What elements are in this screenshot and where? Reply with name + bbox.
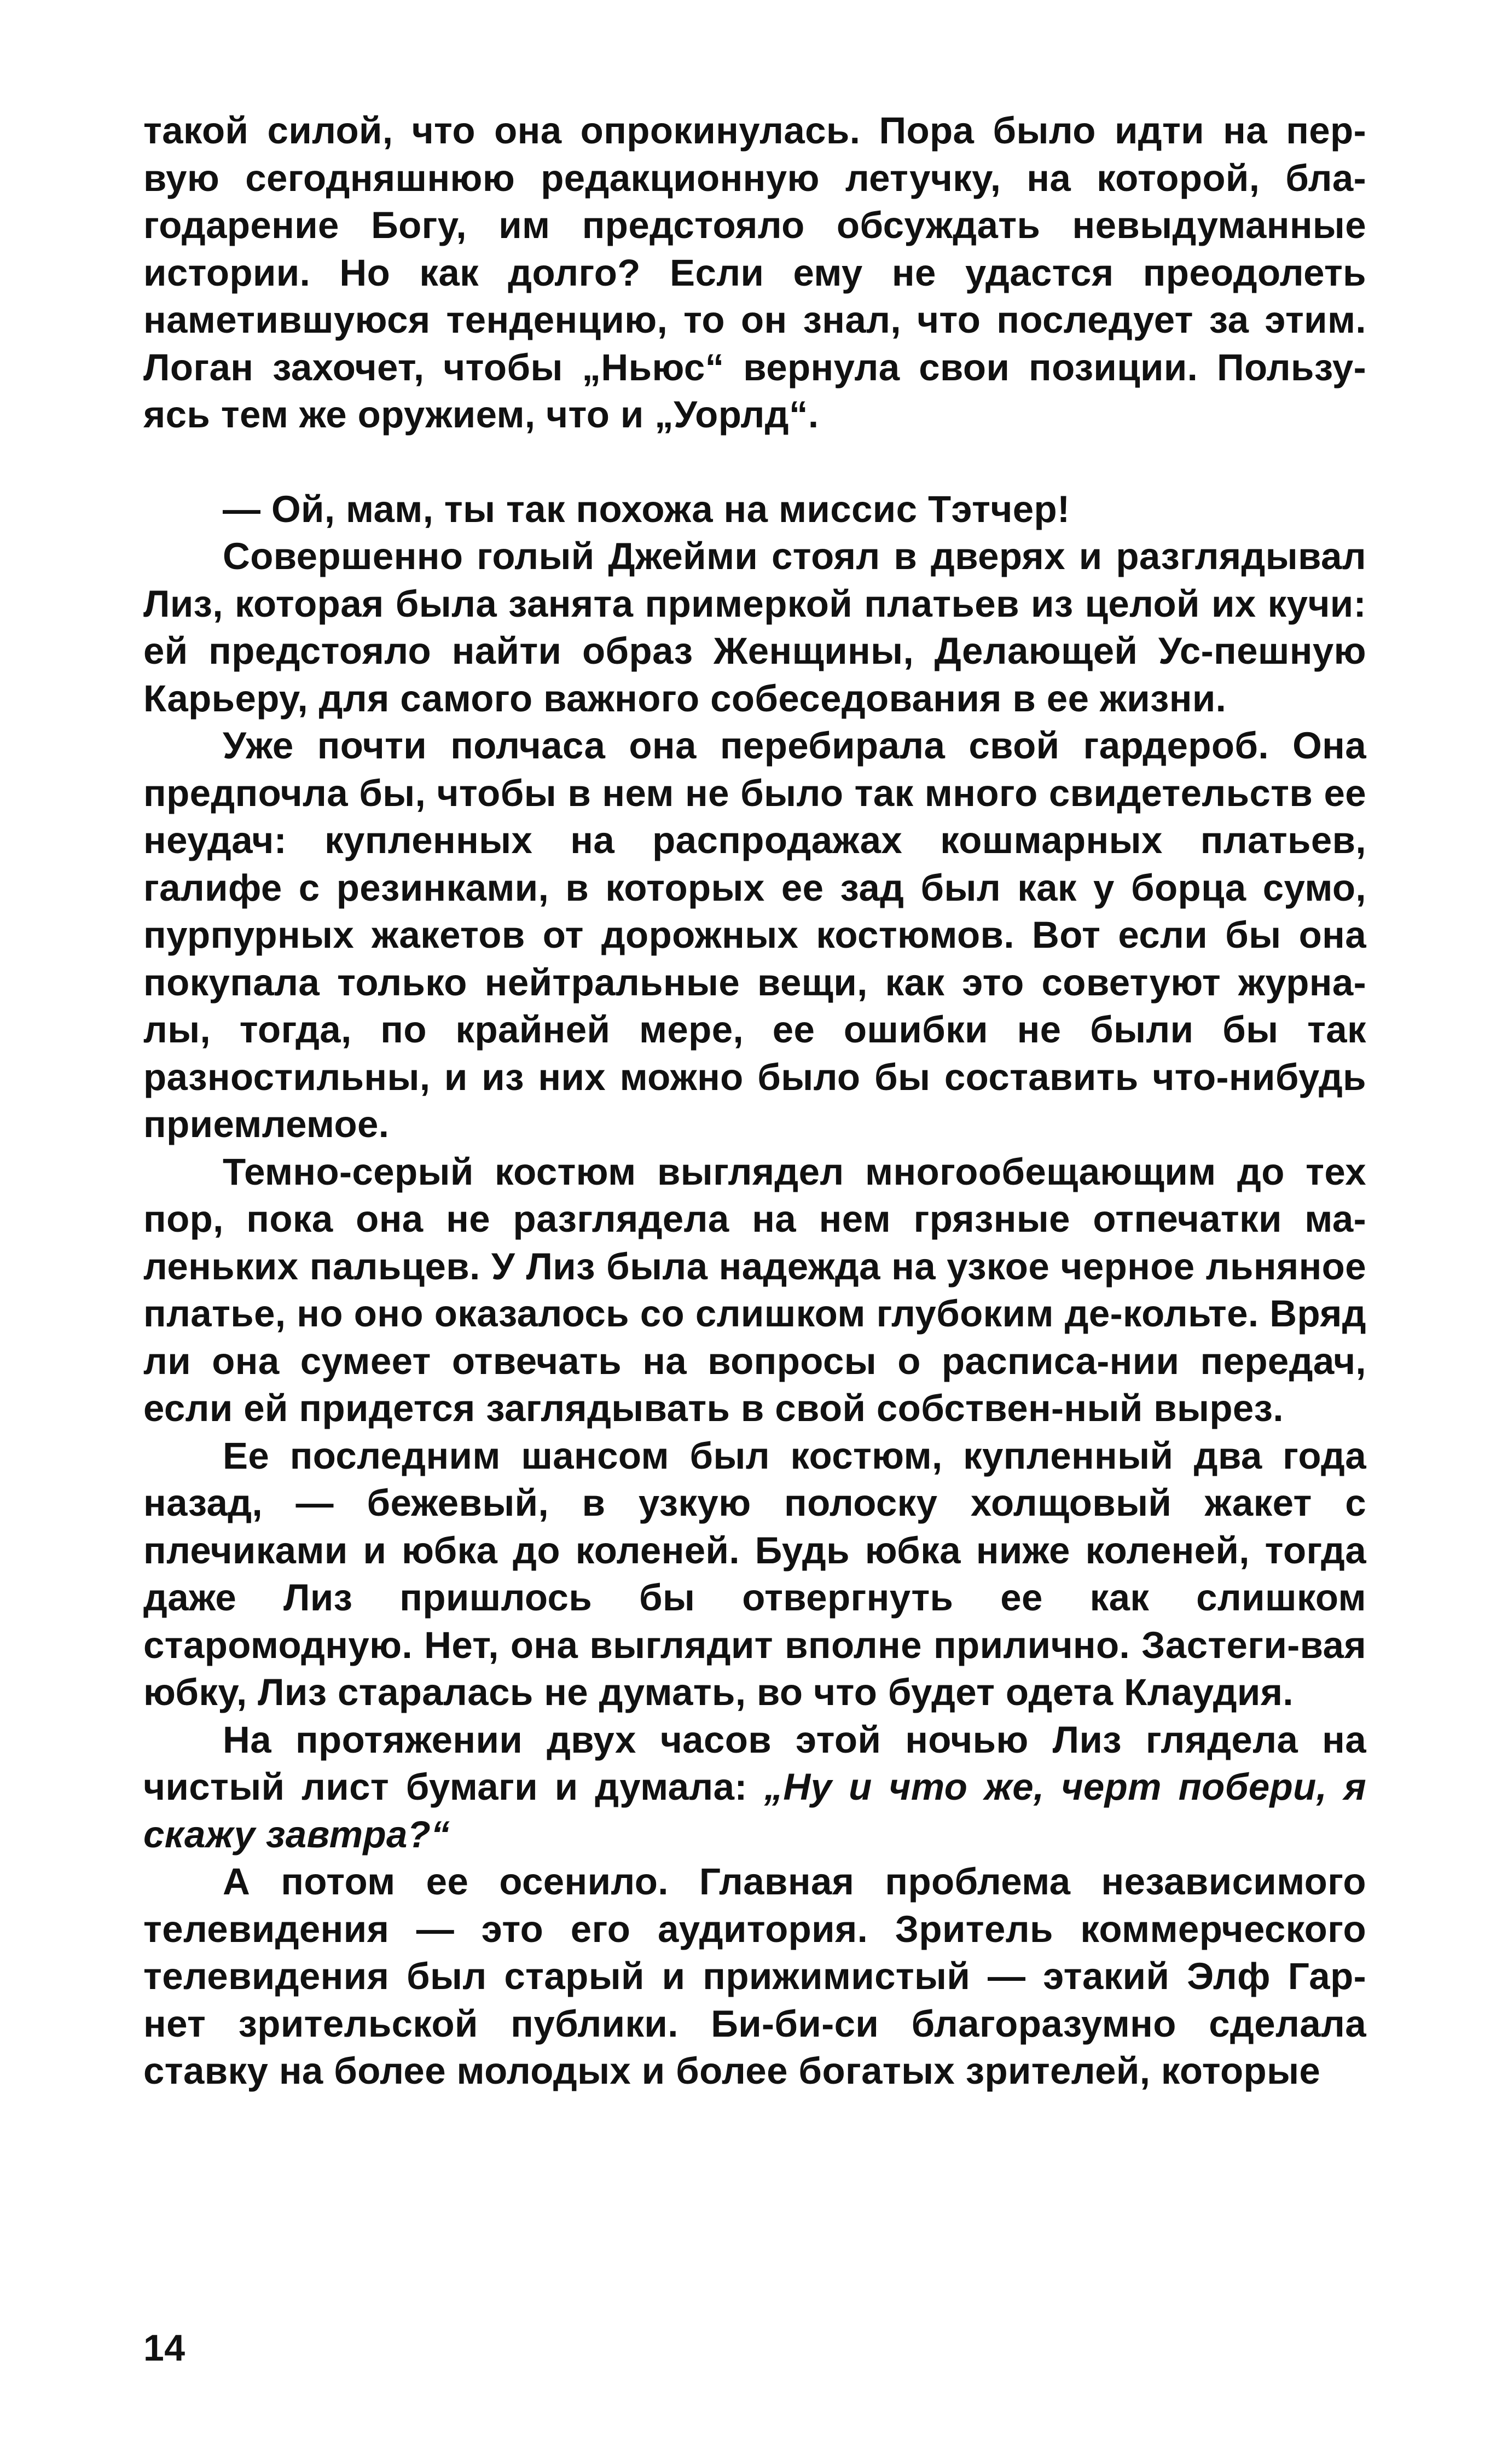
paragraph-night-thoughts (143, 1717, 1366, 1859)
paragraph-dialogue: — Ой, мам, ты так похожа на миссис Тэтчер! (223, 488, 1070, 530)
paragraph-night-thoughts-text: На протяжении двух часов этой ночью Лиз глядела на чистый лист бумаги и думала: (143, 1718, 1366, 1808)
paragraph-audience: А потом ее осенило. Главная проблема независимого телевидения — это его аудитория. Зритель коммерческого телевидения был старый и прижимистый — этакий Элф Гар-нет зрительской публики. Би-би-си благоразумно сделала ставку на более молодых и более богатых зрителей, которые (143, 1860, 1366, 2092)
book-page (143, 107, 1366, 2427)
page-number: 14 (143, 2327, 185, 2369)
paragraph-jamie: Совершенно голый Джейми стоял в дверях и разглядывал Лиз, которая была занята примеркой платьев из целой их кучи: ей предстояло найти образ Женщины, Делающей Ус-пешную Карьеру, для самого важного собеседования в ее жизни. (143, 535, 1366, 720)
paragraph-grey-suit: Темно-серый костюм выглядел многообещающим до тех пор, пока она не разглядела на нем грязные отпечатки ма-леньких пальцев. У Лиз была надежда на узкое черное льняное платье, но оно оказалось со слишком глубоким де-кольте. Вряд ли она сумеет отвечать на вопросы о расписа-нии передач, если ей придется заглядывать в свой собствен-ный вырез. (143, 1150, 1366, 1429)
italic-quote: „Ну и что же, черт побери, я скажу завтра?“ (143, 1766, 1366, 1856)
paragraph-continuation: такой силой, что она опрокинулась. Пора было идти на пер-вую сегодняшнюю редакционную летучку, на которой, бла-годарение Богу, им предстояло обсуждать невыдуманные истории. Но как долго? Если ему не удастся преодолеть наметившуюся тенденцию, то он знал, что последует за этим. Логан захочет, чтобы „Ньюс“ вернула свои позиции. Пользу-ясь тем же оружием, что и „Уорлд“. (143, 109, 1366, 436)
paragraph-last-chance: Ее последним шансом был костюм, купленный два года назад, — бежевый, в узкую полоску холщовый жакет с плечиками и юбка до коленей. Будь юбка ниже коленей, тогда даже Лиз пришлось бы отвергнуть ее как слишком старомодную. Нет, она выглядит вполне прилично. Застеги-вая юбку, Лиз старалась не думать, во что будет одета Клаудия. (143, 1434, 1366, 1713)
paragraph-wardrobe: Уже почти полчаса она перебирала свой гардероб. Она предпочла бы, чтобы в нем не было так много свидетельств ее неудач: купленных на распродажах кошмарных платьев, галифе с резинками, в которых ее зад был как у борца сумо, пурпурных жакетов от дорожных костюмов. Вот если бы она покупала только нейтральные вещи, как это советуют журна-лы, тогда, по крайней мере, ее ошибки не были бы так разностильны, и из них можно было бы составить что-нибудь приемлемое. (143, 724, 1366, 1145)
